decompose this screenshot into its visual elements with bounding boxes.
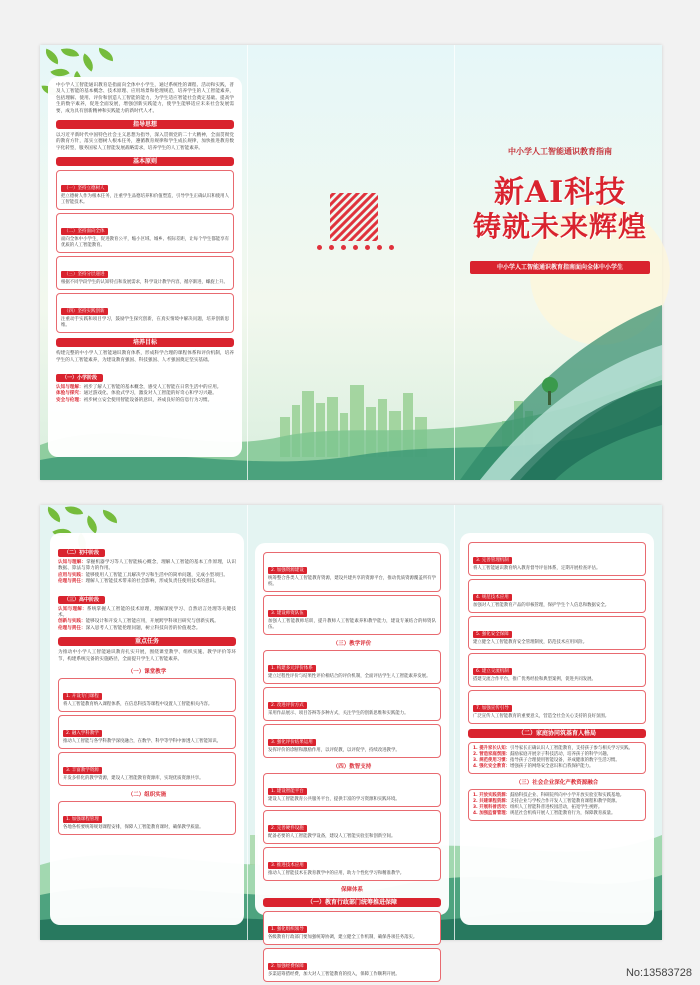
section-heading: 基本原则 <box>56 157 234 166</box>
principle-tag: （三）坚持分层递进 <box>61 271 108 278</box>
dots-decoration <box>317 245 394 250</box>
list-item: 2. 营造家庭氛围：鼓励家庭开展亲子科技活动，培养孩子的科学兴趣。 <box>473 752 611 757</box>
principle-card <box>56 293 234 333</box>
goal-item: 伦理与责任：理解人工智能技术带来的社会影响，形成负责任使用技术的意识。 <box>58 579 219 585</box>
task-tag: 4. 规范技术应用 <box>473 594 512 601</box>
task-card <box>263 773 441 807</box>
fold-line <box>454 505 455 940</box>
brochure-outer-side <box>40 45 662 480</box>
task-card <box>468 579 646 613</box>
task-card <box>263 810 441 844</box>
task-tag: 3. 完善管理机制 <box>473 557 512 564</box>
section-text: 以习近平新时代中国特色社会主义思想为指导，深入贯彻党的二十大精神，全面贯彻党的教育方针，落实立德树人根本任务，遵循教育规律和学生成长规律，加快推进教育数字化转型，服务国家人工智能发展战略需求，培养学生的人工智能素养。 <box>56 133 234 151</box>
task-text: 各地各校要统筹规划课程安排，保障人工智能教育课时，确保教学质量。 <box>63 825 204 831</box>
society-card <box>468 789 646 821</box>
task-card <box>263 552 441 592</box>
list-item: 4. 强化安全教育：增强孩子的网络安全意识和自我保护能力。 <box>473 764 594 769</box>
sub-heading: （四）数智支持 <box>332 764 372 770</box>
list-item: 4. 加强监督管理：规范社会机构开展人工智能教育行为，保障教育质量。 <box>473 811 616 816</box>
goal-item: 体验与探究：通过游戏化、体验式学习，激发对人工智能的好奇心和学习兴趣。 <box>56 391 217 397</box>
principle-card <box>56 170 234 210</box>
task-card <box>263 687 441 721</box>
task-tag: 5. 强化安全保障 <box>473 631 512 638</box>
task-text: 采用作品展示、项目答辩等多种方式，关注学生的创新思维和实践能力。 <box>268 711 409 716</box>
task-text: 各级教育行政部门要加强统筹协调，建立健全工作机制，确保各项任务落实。 <box>268 935 418 940</box>
task-tag: 1. 开设专门课程 <box>63 693 102 700</box>
task-card <box>263 948 441 982</box>
fold-line <box>247 505 248 940</box>
panel-support <box>460 533 654 925</box>
goal-item: 认知与理解：系统掌握人工智能的技术原理，理解深度学习、自然语言处理等关键技术。 <box>58 606 236 619</box>
sub-heading: （三）社会企业深化产教资源融合 <box>515 780 599 786</box>
task-text: 建立过程性评价与结果性评价相结合的评价机制，全面评估学生人工智能素养发展。 <box>268 674 431 679</box>
section-text: 构建完整的中小学人工智能通识教育体系，形成科学合理的课程体系和评价机制，培养学生的人工智能素养，为建设教育强国、科技强国、人才强国奠定坚实基础。 <box>56 351 234 363</box>
task-card <box>58 801 236 835</box>
cover-title: 新AI科技 <box>493 175 627 210</box>
task-card <box>468 690 646 724</box>
section-heading: 重点任务 <box>58 637 236 646</box>
list-item: 3. 开展科普活动：组织人工智能科普进校园活动，拓宽学生视野。 <box>473 805 603 810</box>
task-text: 推动人工智能与各学科教学深度融合，在数学、科学等学科中渗透人工智能知识。 <box>63 739 222 745</box>
sub-heading: （二）组织实施 <box>127 792 167 799</box>
sub-heading: （一）教育行政部门统筹推进保障 <box>263 898 441 907</box>
task-text: 多渠道筹措经费，加大对人工智能教育的投入，保障工作顺利开展。 <box>268 972 400 977</box>
goal-item: 认知与理解：初步了解人工智能的基本概念，感受人工智能在日常生活中的应用。 <box>56 385 222 391</box>
task-tag: 2. 改进评价方式 <box>268 702 307 709</box>
task-tag: 2. 完善硬件设施 <box>268 825 307 832</box>
fold-line <box>454 45 455 480</box>
task-text: 将人工智能通识教育纳入教育督导评估体系，定期开展检查评估。 <box>473 566 601 571</box>
principle-text: 注重动手实践和项目学习，鼓励学生探究创新，在真实情境中解决问题，培养创新思维。 <box>61 317 229 329</box>
family-card <box>468 742 646 774</box>
sub-heading: （二）初中阶段 <box>58 549 105 557</box>
fold-line <box>247 45 248 480</box>
task-tag: 3. 建设师资队伍 <box>268 610 307 617</box>
list-item: 3. 规范使用习惯：指导孩子合理使用智能设备，养成健康的数字生活习惯。 <box>473 758 620 763</box>
task-text: 发挥评价的诊断和激励作用，以评促教，以评促学，持续改进教学。 <box>268 748 400 753</box>
task-tag: 7. 加强宣传引导 <box>473 705 512 712</box>
sub-heading: （一）小学阶段 <box>56 374 103 382</box>
task-tag: 1. 建设智能平台 <box>268 788 307 795</box>
cover-eyebrow: 中小学人工智能通识教育指南 <box>508 147 612 156</box>
section-text: 为推动中小学人工智能通识教育扎实开展，围绕课堂教学、组织实施、教学评价等环节，构建系统完备的实施路径，全面提升学生人工智能素养。 <box>58 650 236 662</box>
task-tag: 1. 强化组织领导 <box>268 926 307 933</box>
goal-item: 认知与理解：掌握机器学习等人工智能核心概念，理解人工智能的基本工作原理，认识数据、算法与算力的作用。 <box>58 560 236 572</box>
goal-item: 应用与实践：能够使用人工智能工具解决学习和生活中的简单问题，完成小型项目。 <box>58 572 228 578</box>
task-card <box>263 911 441 945</box>
goal-item: 创新与实践：能够设计和开发人工智能应用，开展跨学科项目研究与创新实践。 <box>58 619 219 625</box>
intro-text: 中小学人工智能通识教育是指面向全体中小学生，通过系统性的课程、活动和实践，普及人工智能的基本概念、技术原理、应用场景和伦理规范，培养学生的人工智能素养，包括理解、使用、评价和创造人工智能的能力，为学生适应智能社会奠定基础。提高学生的数字素养，促进全面发展，增强创新实践能力，使学生能够适应未来社会发展需要，成为具有创新精神和实践能力的新时代人才。 <box>56 83 234 114</box>
task-text: 加强人工智能教师培训，提升教师人工智能素养和教学能力，建设专兼结合的师资队伍。 <box>268 619 436 630</box>
task-tag: 1. 构建多元评价体系 <box>268 665 316 672</box>
goal-item: 伦理与责任：深入思考人工智能伦理问题，树立科技向善的价值观念。 <box>58 625 201 631</box>
sub-heading: （二）家庭协同筑基育人格局 <box>468 729 646 738</box>
task-card <box>263 650 441 684</box>
stripe-logo-icon <box>330 193 378 241</box>
task-card <box>58 752 236 786</box>
panel-guiding <box>48 77 242 457</box>
task-tag: 3. 丰富教学资源 <box>63 767 102 774</box>
task-text: 建立健全人工智能教育安全管理制度，防范技术应用风险。 <box>473 640 588 645</box>
task-tag: 2. 融入学科教学 <box>63 730 102 737</box>
panel-evaluation <box>255 543 449 977</box>
task-text: 统筹整合各类人工智能教育资源，建设共建共享的资源平台，推动优质资源覆盖所有学校。 <box>268 576 436 587</box>
watermark-id: No:13583728 <box>625 967 692 979</box>
task-text: 开发多样化的教学资源，建设人工智能教育资源库，实现优质资源共享。 <box>63 776 204 782</box>
principle-text: 把立德树人作为根本任务，注重学生品德培养和价值塑造，引导学生正确认识和使用人工智能技术。 <box>61 194 229 206</box>
task-tag: 3. 推进技术应用 <box>268 862 307 869</box>
task-tag: 3. 强化评价结果运用 <box>268 739 316 746</box>
principle-card <box>56 256 234 290</box>
section-heading: 指导思想 <box>56 120 234 129</box>
task-card <box>58 715 236 749</box>
principle-tag: （二）坚持面向全体 <box>61 228 108 235</box>
principle-card <box>56 213 234 253</box>
task-tag: 1. 加强课程管理 <box>63 816 102 823</box>
sub-heading: （三）高中阶段 <box>58 596 105 604</box>
sub-heading: （一）课堂教学 <box>127 669 167 676</box>
task-text: 配备必要的人工智能教学设备，建设人工智能实验室和创新空间。 <box>268 834 396 839</box>
list-item: 1. 提升家长认知：引导家长正确认识人工智能教育，支持孩子参与相关学习实践。 <box>473 746 633 751</box>
section-heading: 保障体系 <box>340 887 363 893</box>
task-text: 广泛宣传人工智能教育的重要意义，营造全社会关心支持的良好氛围。 <box>473 714 610 719</box>
task-card <box>58 678 236 712</box>
task-tag: 2. 加强经费保障 <box>268 963 307 970</box>
task-card <box>468 653 646 687</box>
sub-heading: （三）教学评价 <box>332 641 372 647</box>
principle-text: 根据不同学段学生的认知特点和发展需求，科学设计教学内容，循序渐进，螺旋上升。 <box>61 280 228 286</box>
task-text: 将人工智能教育纳入课程体系，在信息科技等课程中设置人工智能相关内容。 <box>63 702 213 708</box>
task-tag: 6. 建立交流机制 <box>473 668 512 675</box>
task-card <box>468 542 646 576</box>
section-heading: 培养目标 <box>56 338 234 347</box>
brochure-inner-side <box>40 505 662 977</box>
task-card <box>468 616 646 650</box>
task-card <box>263 847 441 881</box>
task-text: 推动人工智能技术在教育教学中的应用，助力个性化学习和精准教学。 <box>268 871 405 876</box>
task-text: 加强对人工智能教育产品的审核管理，保护学生个人信息和数据安全。 <box>473 603 610 608</box>
cover-banner: 中小学人工智能通识教育指南面向全体中小学生 <box>470 261 650 274</box>
principle-tag: （四）坚持实践创新 <box>61 308 108 315</box>
cover-subtitle: 铸就未来辉煌 <box>472 210 647 243</box>
task-card <box>263 724 441 758</box>
list-item: 1. 开放实践资源：鼓励科技企业、科研院所向中小学开放实验室和实践基地。 <box>473 793 625 798</box>
panel-goals-tasks <box>50 533 244 925</box>
task-tag: 2. 加强资源建设 <box>268 567 307 574</box>
task-text: 建设人工智能教育公共服务平台，提供丰富的学习资源和实践环境。 <box>268 797 400 802</box>
task-card <box>263 595 441 635</box>
principle-text: 面向全体中小学生，促进教育公平，缩小区域、城乡、校际差距，让每个学生都能享有优质的人工智能教育。 <box>61 237 229 249</box>
list-item: 2. 共建课程资源：支持企业与学校合作开发人工智能教育课程和教学资源。 <box>473 799 620 804</box>
task-text: 搭建交流合作平台，推广优秀经验和典型案例，促进共同发展。 <box>473 677 596 682</box>
principle-tag: （一）坚持立德树人 <box>61 185 108 192</box>
goal-item: 安全与伦理：初步树立安全使用智能设备的意识，养成良好的信息行为习惯。 <box>56 397 213 403</box>
